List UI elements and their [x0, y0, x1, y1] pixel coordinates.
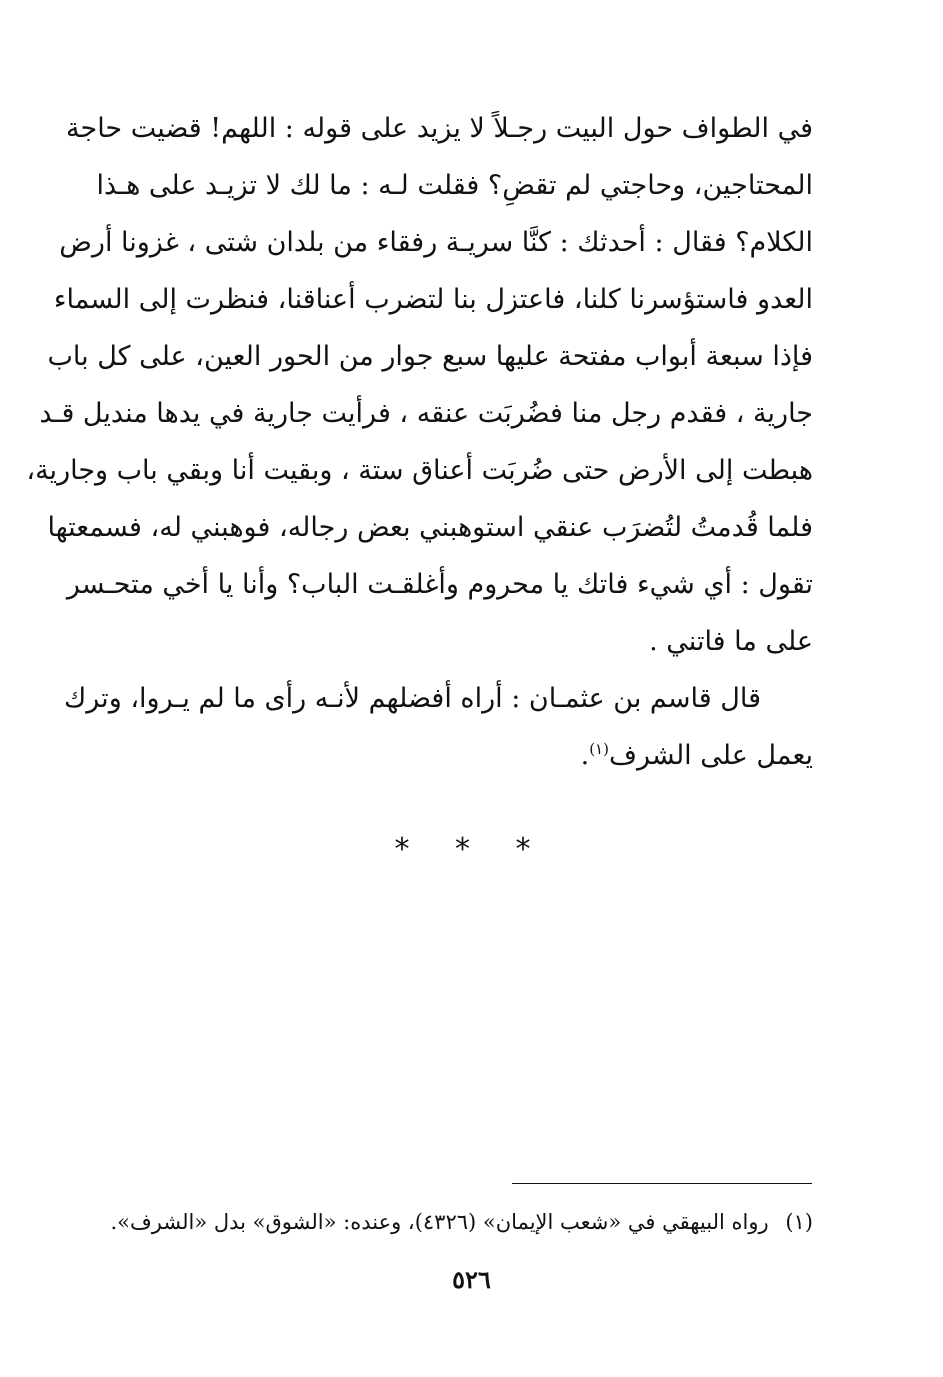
text-line: المحتاجين، وحاجتي لم تقضِ؟ فقلت لـه : ما لك لا تزيـد على هـذا	[96, 170, 813, 201]
footnote-divider	[512, 1183, 812, 1184]
paragraph-comment	[64, 670, 813, 784]
text-line: جارية ، فقدم رجل منا فضُربَت عنقه ، فرأيت جارية في يدها منديل قـد	[39, 398, 813, 429]
text-line: الكلام؟ فقال : أحدثك : كنَّا سريـة رفقاء من بلدان شتى ، غزونا أرض	[59, 227, 813, 258]
footnote-reference[interactable]: (١)	[589, 740, 609, 758]
text-line: فلما قُدمتُ لتُضرَب عنقي استوهبني بعض رجاله، فوهبني له، فسمعتها	[47, 512, 813, 543]
text-line: قال قاسم بن عثمـان : أراه أفضلهم لأنـه رأى ما لم يـروا، وترك	[64, 683, 761, 714]
text-line: في الطواف حول البيت رجـلاً لا يزيد على قوله : اللهم! قضيت حاجة	[66, 113, 813, 144]
text-line: تقول : أي شيء فاتك يا محروم وأغلقـت الباب؟ وأنا يا أخي متحـسر	[66, 569, 813, 600]
footnote	[100, 1205, 813, 1239]
end-punctuation: .	[580, 740, 590, 771]
footnote-number: (١)	[785, 1210, 813, 1234]
paragraph-story	[26, 100, 813, 670]
main-text	[26, 100, 813, 784]
text-line-with-ref	[100, 727, 813, 784]
page-number: ٥٢٦	[452, 1265, 491, 1294]
text-segment: يعمل على الشرف	[608, 740, 813, 771]
text-line: فإذا سبعة أبواب مفتحة عليها سبع جوار من الحور العين، على كل باب	[47, 341, 813, 372]
footnote-text: رواه البيهقي في «شعب الإيمان» (٤٣٢٦)، وعنده: «الشوق» بدل «الشرف».	[110, 1210, 769, 1234]
text-line: العدو فاستؤسرنا كلنا، فاعتزل بنا لتضرب أعناقنا، فنظرت إلى السماء	[53, 284, 813, 315]
text-line: على ما فاتني .	[649, 626, 813, 657]
section-separator: * * *	[394, 832, 549, 867]
text-line: هبطت إلى الأرض حتى ضُربَت أعناق ستة ، وبقيت أنا وبقي باب وجارية،	[26, 455, 813, 486]
